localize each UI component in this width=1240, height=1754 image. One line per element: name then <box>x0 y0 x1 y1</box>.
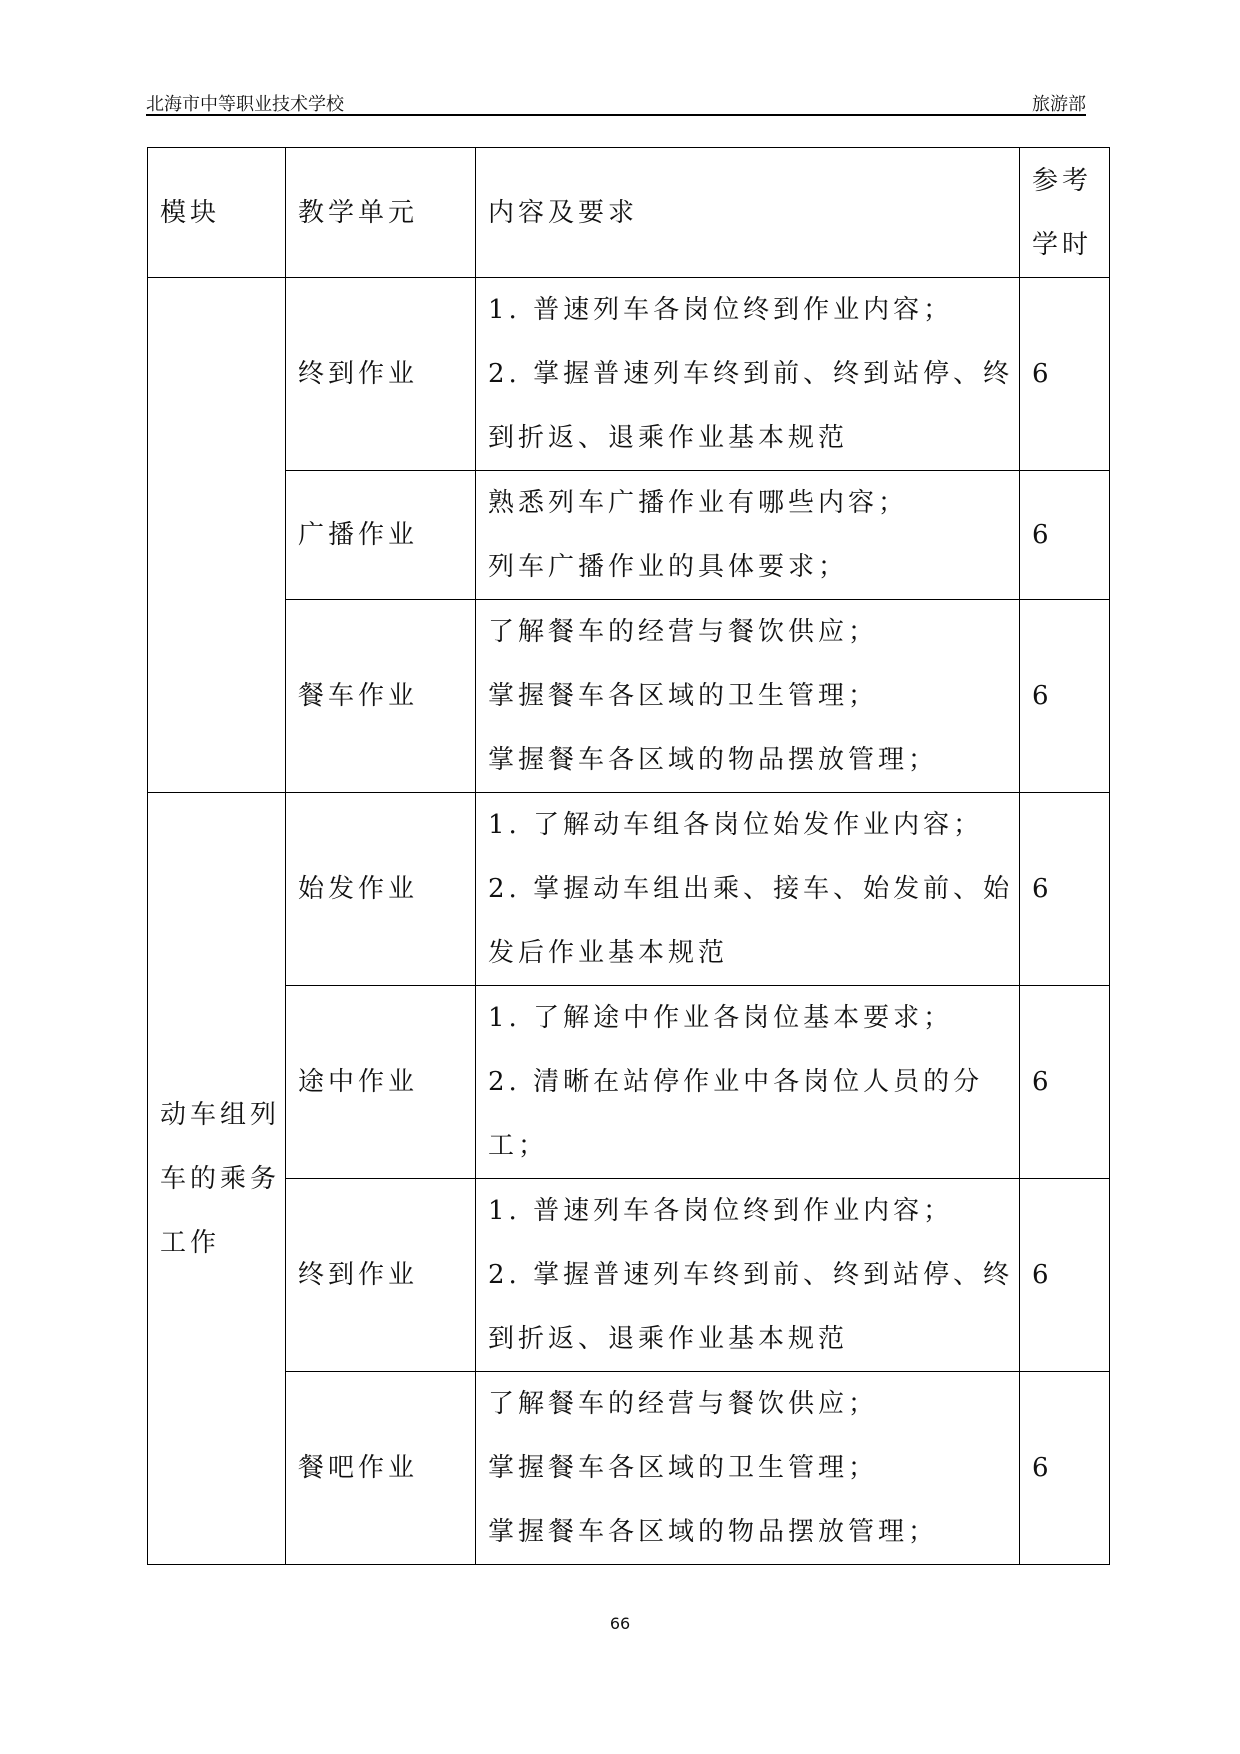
unit-cell: 始发作业 <box>286 793 476 986</box>
unit-cell: 广播作业 <box>286 471 476 600</box>
content-cell: 1. 普速列车各岗位终到作业内容； 2. 掌握普速列车终到前、终到站停、终 到折返、退乘作业基本规范 <box>476 1179 1020 1372</box>
unit-cell: 终到作业 <box>286 278 476 471</box>
content-cell: 熟悉列车广播作业有哪些内容； 列车广播作业的具体要求； <box>476 471 1020 600</box>
unit-cell: 终到作业 <box>286 1179 476 1372</box>
hours-cell: 6 <box>1020 278 1110 471</box>
table-row <box>148 600 1110 793</box>
header-hours: 参考 学时 <box>1020 148 1110 278</box>
table-row <box>148 1179 1110 1372</box>
school-name: 北海市中等职业技术学校 <box>146 94 344 115</box>
table-row <box>148 278 1110 471</box>
module-cell-1 <box>148 278 286 793</box>
table-row <box>148 793 1110 986</box>
hours-cell: 6 <box>1020 600 1110 793</box>
department-name: 旅游部 <box>1032 94 1086 115</box>
content-cell: 1. 了解动车组各岗位始发作业内容； 2. 掌握动车组出乘、接车、始发前、始 发后作业基本规范 <box>476 793 1020 986</box>
table-row <box>148 1372 1110 1565</box>
unit-cell: 餐车作业 <box>286 600 476 793</box>
module-cell-2: 动车组列 车的乘务 工作 <box>148 793 286 1565</box>
page-header <box>146 84 1086 116</box>
header-unit: 教学单元 <box>286 148 476 278</box>
content-cell: 1. 普速列车各岗位终到作业内容； 2. 掌握普速列车终到前、终到站停、终 到折返、退乘作业基本规范 <box>476 278 1020 471</box>
table-header-row <box>148 148 1110 278</box>
header-module: 模块 <box>148 148 286 278</box>
unit-cell: 餐吧作业 <box>286 1372 476 1565</box>
course-table <box>147 147 1110 1565</box>
hours-cell: 6 <box>1020 471 1110 600</box>
hours-cell: 6 <box>1020 1179 1110 1372</box>
content-cell: 了解餐车的经营与餐饮供应； 掌握餐车各区域的卫生管理； 掌握餐车各区域的物品摆放管理； <box>476 1372 1020 1565</box>
hours-cell: 6 <box>1020 1372 1110 1565</box>
table-row <box>148 986 1110 1179</box>
content-cell: 1. 了解途中作业各岗位基本要求； 2. 清晰在站停作业中各岗位人员的分 工； <box>476 986 1020 1179</box>
table-row <box>148 471 1110 600</box>
hours-cell: 6 <box>1020 986 1110 1179</box>
content-cell: 了解餐车的经营与餐饮供应； 掌握餐车各区域的卫生管理； 掌握餐车各区域的物品摆放管理； <box>476 600 1020 793</box>
hours-cell: 6 <box>1020 793 1110 986</box>
header-content: 内容及要求 <box>476 148 1020 278</box>
page-number: 66 <box>609 1614 631 1633</box>
unit-cell: 途中作业 <box>286 986 476 1179</box>
